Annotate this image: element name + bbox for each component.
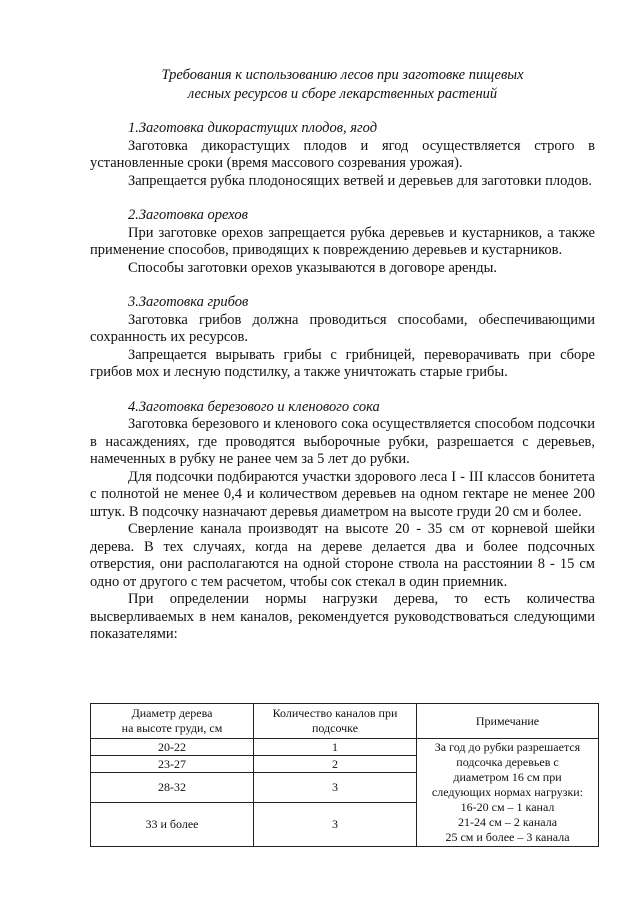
paragraph: Запрещается вырывать грибы с грибницей, переворачивать при сборе грибов мох и лесную подстилку, а также уничтожать старые грибы. xyxy=(90,346,595,380)
table-row xyxy=(91,739,599,756)
paragraph: Для подсочки подбираются участки здорового леса I - III классов бонитета с полнотой не менее 0,4 и количеством деревьев на одном гектаре не менее 200 штук. В подсочку назначают деревья диаметром на высоте груди 20 см и более. xyxy=(90,468,595,520)
cell-channels: 2 xyxy=(254,756,417,773)
cell-diameter: 28-32 xyxy=(91,773,254,803)
paragraph: Запрещается рубка плодоносящих ветвей и деревьев для заготовки плодов. xyxy=(128,172,593,189)
cell-channels: 3 xyxy=(254,803,417,847)
title-line: лесных ресурсов и сборе лекарственных растений xyxy=(187,86,498,102)
document-body xyxy=(90,120,595,644)
paragraph: Заготовка дикорастущих плодов и ягод осуществляется строго в установленные сроки (время массового созревания урожая). xyxy=(90,137,595,171)
cell-diameter: 20-22 xyxy=(91,739,254,756)
paragraph: Способы заготовки орехов указываются в договоре аренды. xyxy=(128,259,497,276)
tapping-norms-table xyxy=(90,703,599,847)
section-heading-nuts: 2.Заготовка орехов xyxy=(128,207,248,223)
cell-note: За год до рубки разрешается подсочка деревьев с диаметром 16 см при следующих нормах нагрузки: 16-20 см – 1 канал 21-24 см – 2 канала 25 см и более – 3 канала xyxy=(417,739,599,847)
section-heading-fruits: 1.Заготовка дикорастущих плодов, ягод xyxy=(128,120,378,136)
section-heading-mushrooms: 3.Заготовка грибов xyxy=(128,294,249,310)
header-diameter: Диаметр дерева на высоте груди, см xyxy=(91,704,254,739)
header-channels: Количество каналов при подсочке xyxy=(254,704,417,739)
title-line: Требования к использованию лесов при заготовке пищевых xyxy=(161,67,524,83)
paragraph: При определении нормы нагрузки дерева, то есть количества высверливаемых в нем каналов, рекомендуется руководствоваться следующими показателями: xyxy=(90,591,595,642)
paragraph: Сверление канала производят на высоте 20 - 35 см от корневой шейки дерева. В тех случаях, когда на дереве делается два и более подсочных отверстия, они располагаются на одной стороне ствола на расстоянии 8 - 15 см одно от другого с тем расчетом, чтобы сок стекал в один приемник. xyxy=(90,521,595,590)
cell-diameter: 23-27 xyxy=(91,756,254,773)
cell-diameter: 33 и более xyxy=(91,803,254,847)
cell-channels: 1 xyxy=(254,739,417,756)
header-note: Примечание xyxy=(417,704,599,739)
cell-channels: 3 xyxy=(254,773,417,803)
table-header-row xyxy=(91,704,599,739)
paragraph: Заготовка грибов должна проводиться способами, обеспечивающими сохранность их ресурсов. xyxy=(90,311,595,345)
paragraph: Заготовка березового и кленового сока осуществляется способом подсочки в насаждениях, где проводятся выборочные рубки, разрешается с деревьев, намеченных в рубку не ранее чем за 5 лет до рубки. xyxy=(90,416,595,467)
section-heading-sap: 4.Заготовка березового и кленового сока xyxy=(128,398,380,415)
paragraph: При заготовке орехов запрещается рубка деревьев и кустарников, а также применение способов, приводящих к повреждению деревьев и кустарников. xyxy=(90,224,595,258)
document-title xyxy=(90,66,595,104)
